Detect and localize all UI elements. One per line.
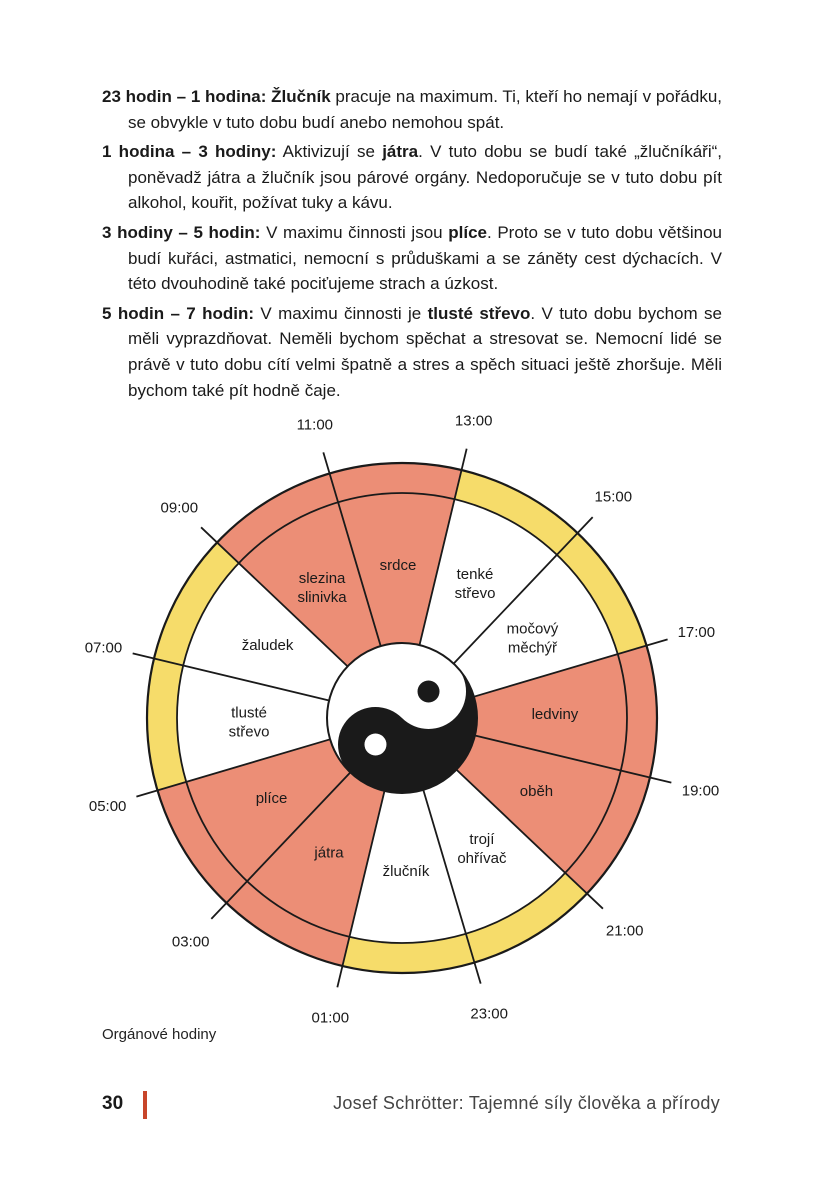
organ-label: močový: [506, 620, 559, 638]
entry-organ: tlusté střevo: [427, 303, 531, 323]
time-label: 11:00: [296, 416, 334, 434]
time-label: 23:00: [470, 1005, 508, 1023]
time-label: 21:00: [605, 922, 644, 940]
time-label: 19:00: [681, 782, 720, 800]
entry-heading: 23 hodin – 1 hodina:: [102, 87, 267, 106]
organ-label: měchýř: [507, 639, 558, 657]
organ-label: játra: [314, 844, 344, 862]
entry-1-3: [102, 139, 722, 216]
organ-label: střevo: [228, 723, 270, 741]
organ-label: střevo: [454, 585, 496, 603]
organ-label: slezina: [298, 570, 346, 588]
organ-label: srdce: [379, 557, 417, 575]
entry-3-5: [102, 220, 722, 297]
time-label: 09:00: [160, 499, 199, 517]
entry-5-7: [102, 301, 722, 403]
yin-yang-black-dot: [418, 680, 440, 702]
entry-organ: plíce: [448, 222, 487, 242]
page-number: 30: [102, 1093, 124, 1114]
time-label: 05:00: [88, 798, 127, 816]
footer-divider: [143, 1091, 147, 1119]
time-label: 07:00: [84, 639, 123, 657]
organ-label: žaludek: [241, 636, 294, 654]
organ-label: slinivka: [297, 589, 347, 607]
body-text: [102, 84, 722, 407]
yin-yang-white-dot: [364, 734, 386, 756]
organ-clock-figure: [60, 400, 760, 1027]
time-label: 13:00: [454, 412, 493, 430]
entry-organ: játra: [382, 142, 419, 162]
organ-label: ohřívač: [457, 849, 507, 867]
organ-label: trojí: [469, 830, 495, 848]
book-title: Josef Schrötter: Tajemné síly člověka a přírody: [333, 1093, 720, 1113]
entry-heading: 3 hodiny – 5 hodin:: [102, 222, 261, 242]
time-label: 17:00: [677, 623, 716, 641]
time-label: 01:00: [311, 1009, 350, 1027]
entry-text: Aktivizují se: [276, 142, 383, 162]
organ-label: plíce: [255, 789, 288, 807]
entry-text: . Proto se v tuto dobu většinou budí kuřáci, astmatici, nemocní s průduškami a se záněty cest dýchacích. V této dvouhodině také pociťujeme strach a úzkost.: [128, 222, 722, 294]
organ-label: oběh: [519, 783, 554, 801]
figure-caption: Orgánové hodiny: [102, 1026, 217, 1043]
organ-label: ledviny: [531, 705, 579, 723]
entry-heading: 1 hodina – 3 hodiny:: [102, 142, 277, 162]
entry-text: . V tuto dobu bychom se měli vyprazdňovat. Neměli bychom spěchat a stresovat se. Nemocní lidé se právě v tuto dobu cítí velmi špatně a stres a spěch situaci ještě zhoršuje. Měli bychom také pít hodně čaje.: [128, 303, 722, 400]
time-label: 03:00: [171, 933, 210, 951]
entry-text: V maximu činnosti je: [254, 303, 428, 323]
organ-label: žlučník: [382, 862, 430, 880]
organ-label: tlusté: [231, 704, 267, 722]
organ-clock-diagram: [60, 400, 760, 1027]
entry-text: V maximu činnosti jsou: [260, 222, 449, 242]
entry-23-1: [102, 84, 722, 135]
entry-text: . V tuto dobu se budí také „žlučníkáři“, poněvadž játra a žlučník jsou párové orgány. Nedoporučuje se v tuto dobu pít alkohol, kouřit, požívat tuky a kávu.: [128, 142, 722, 213]
entry-text: pracuje na maximum. Ti, kteří ho nemají v pořádku, se obvykle v tuto dobu budí anebo nemohou spát.: [128, 87, 722, 132]
entry-organ: Žlučník: [271, 87, 331, 106]
organ-label: tenké: [456, 566, 494, 584]
entry-heading: 5 hodin – 7 hodin:: [102, 303, 255, 323]
time-label: 15:00: [594, 488, 633, 506]
